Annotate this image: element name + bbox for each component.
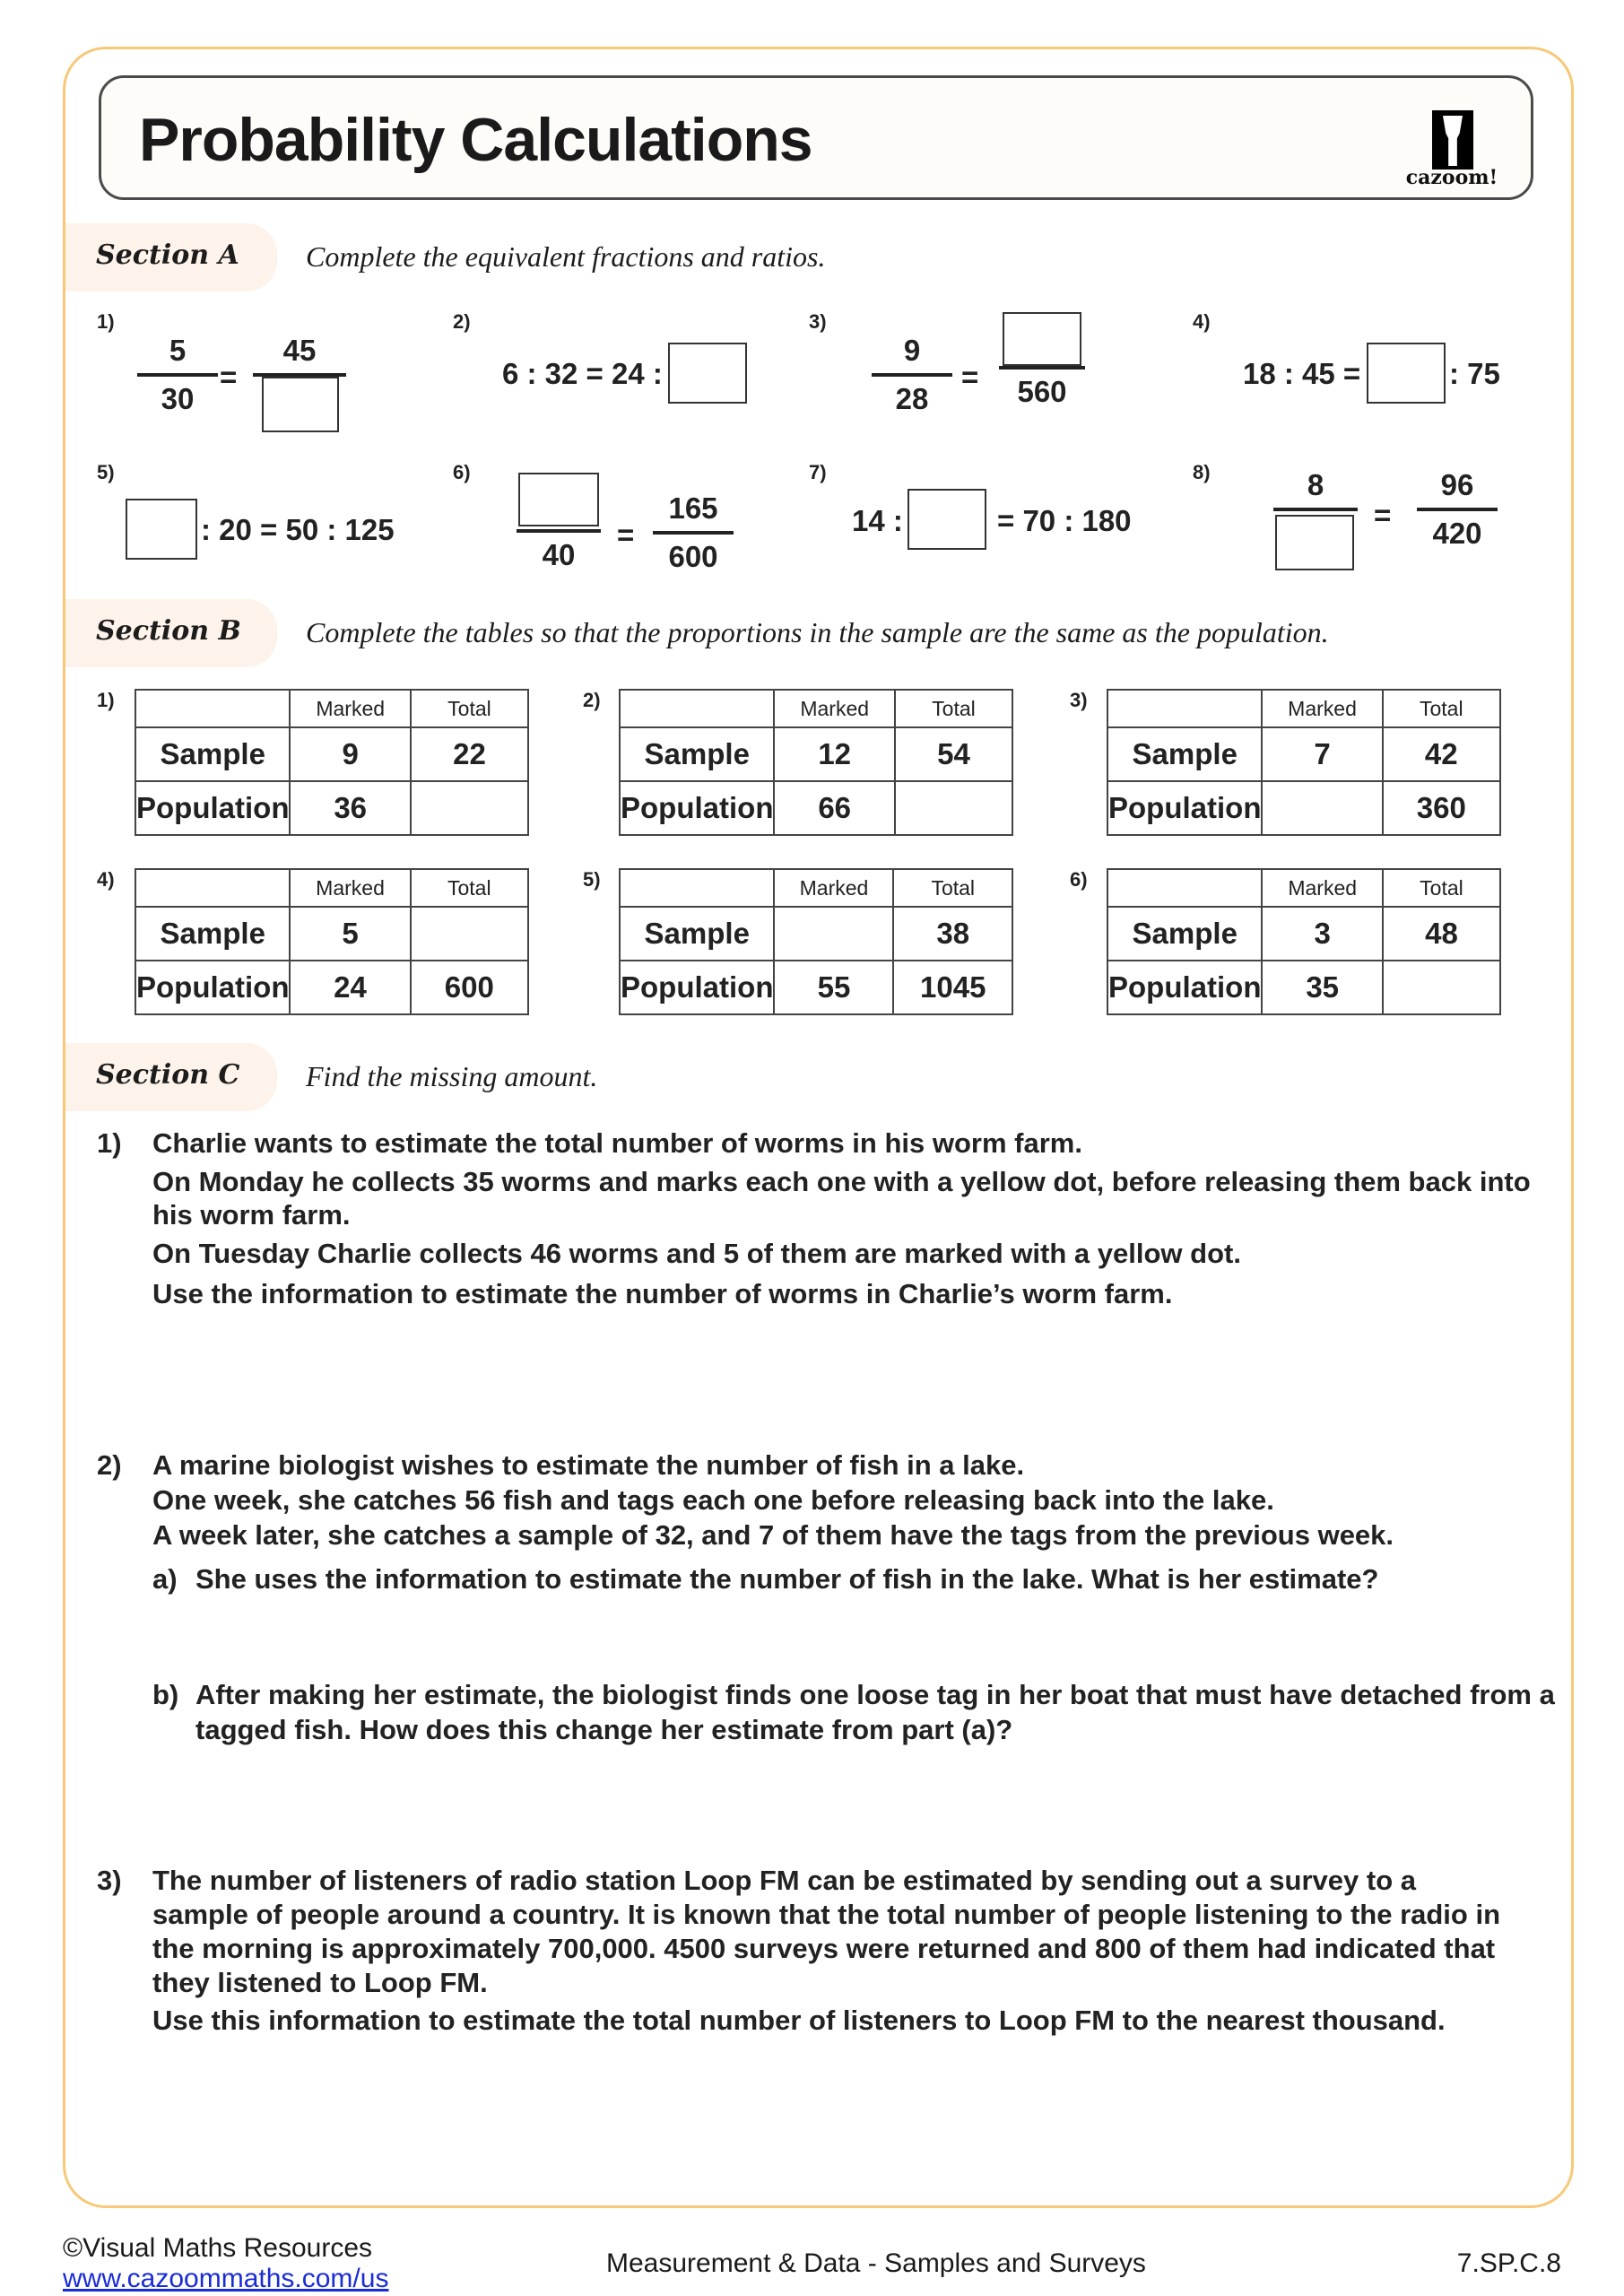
logo-text: cazoom!: [1405, 166, 1498, 189]
answer-box[interactable]: [262, 377, 339, 432]
answer-cell[interactable]: [774, 907, 893, 961]
footer-topic: Measurement & Data - Samples and Surveys: [606, 2248, 1146, 2278]
answer-cell[interactable]: [411, 781, 528, 835]
fraction-left: 5 30: [137, 334, 218, 416]
section-c-tab: [65, 1043, 277, 1111]
answer-box[interactable]: [908, 489, 986, 550]
section-a-label: Section A: [96, 239, 239, 271]
question-number: 8): [1193, 461, 1211, 483]
proportion-table: Marked Total Sample 9 22 Population 36: [135, 689, 529, 836]
title-banner: [99, 75, 1533, 200]
question-number: 6): [453, 461, 471, 483]
proportion-table: Marked Total Sample 7 42 Population 360: [1107, 689, 1501, 836]
question-number: 1): [97, 310, 115, 333]
cazoom-logo: [1398, 92, 1506, 189]
part-a: a) She uses the information to estimate the number of fish in the lake. What is her estimate?: [152, 1563, 1379, 1595]
question-number: 3): [809, 310, 827, 333]
table-number: 6): [1070, 868, 1088, 891]
proportion-table: Marked Total Sample 3 48 Population 35: [1107, 868, 1501, 1015]
website-link[interactable]: www.cazoommaths.com/us: [63, 2264, 389, 2293]
fraction-right: 560: [999, 366, 1085, 409]
section-a-instruction: Complete the equivalent fractions and ratios.: [306, 240, 826, 273]
page-title: Probability Calculations: [139, 106, 812, 174]
word-problem-1: 1) Charlie wants to estimate the total number of worms in his worm farm. On Monday he collects 35 worms and marks each one with a yellow dot, before releasing them back into his worm farm. On Tuesday Charlie collects 46 worms and 5 of them are marked with a yellow dot. Use the information to estimate the number of worms in Charlie’s worm farm.: [97, 1127, 1531, 1309]
answer-box[interactable]: [126, 499, 197, 560]
footer-copyright: ©Visual Maths Resources www.cazoommaths.com/us: [63, 2233, 389, 2293]
answer-box[interactable]: [1275, 515, 1354, 570]
ratio-expression: 14 :: [852, 504, 903, 537]
answer-box[interactable]: [1367, 343, 1446, 404]
answer-cell[interactable]: [1262, 781, 1382, 835]
cell: 9: [290, 727, 410, 781]
question-number: 5): [97, 461, 115, 483]
word-problem-2: 2) A marine biologist wishes to estimate the number of fish in a lake. One week, she catches 56 fish and tags each one before releasing back into the lake. A week later, she catches a sample of 32, and 7 of them have the tags from the previous week. a) She uses the information to estimate the number of fish in the lake. What is her estimate? b) After making her estimate, the biologist finds one loose tag in her boat that must have detached from a tagged fish. How does this change her estimate from part (a)?: [97, 1448, 1550, 1747]
section-a-tab: [65, 223, 277, 291]
cell: 3: [1262, 907, 1382, 961]
cell: 5: [290, 907, 410, 961]
cell: 38: [893, 907, 1012, 961]
ratio-expression: 18 : 45 =: [1243, 357, 1361, 390]
cell: 12: [774, 727, 894, 781]
section-b-instruction: Complete the tables so that the proportions in the sample are the same as the population.: [306, 616, 1329, 648]
fraction-right: 45: [253, 334, 346, 382]
part-b: b) After making her estimate, the biologist finds one loose tag in her boat that must have detached from a tagged fish. How does this change her estimate from part (a)?: [152, 1679, 1555, 1745]
fraction-left: 8: [1273, 468, 1358, 517]
ratio-expression: = 70 : 180: [997, 504, 1132, 537]
answer-cell[interactable]: [895, 781, 1012, 835]
cell: 36: [290, 781, 410, 835]
answer-box[interactable]: [1003, 312, 1081, 366]
djembe-drum-icon: [1432, 110, 1473, 170]
table-number: 5): [583, 868, 601, 891]
cell: 54: [895, 727, 1012, 781]
cell: 24: [290, 961, 410, 1014]
fraction-left: 9 28: [872, 334, 952, 416]
footer-standard: 7.SP.C.8: [1456, 2248, 1561, 2278]
ratio-expression: : 20 = 50 : 125: [201, 513, 395, 546]
fraction-right: 96 420: [1417, 468, 1498, 551]
fraction-left: 40: [517, 529, 601, 572]
fraction-right: 165 600: [653, 491, 734, 574]
cell: 35: [1262, 961, 1382, 1014]
cell: 7: [1262, 727, 1382, 781]
table-number: 1): [97, 689, 115, 711]
ratio-expression: 6 : 32 = 24 :: [502, 357, 663, 390]
table-number: 4): [97, 868, 115, 891]
table-number: 2): [583, 689, 601, 711]
cell: 42: [1383, 727, 1500, 781]
cell: 48: [1383, 907, 1500, 961]
cell: 22: [411, 727, 528, 781]
answer-box[interactable]: [668, 343, 747, 404]
word-problem-3: 3) The number of listeners of radio station Loop FM can be estimated by sending out a survey to a sample of people around a country. It is known that the total number of people listening to the radio in the morning is approximately 700,000. 4500 surveys were returned and 800 of them had indicated that they listened to Loop FM. Use this information to estimate the total number of listeners to Loop FM to the nearest thousand.: [97, 1865, 1501, 2036]
section-b-label: Section B: [96, 615, 241, 647]
section-b-tab: [65, 599, 277, 667]
section-c-instruction: Find the missing amount.: [306, 1060, 598, 1092]
ratio-expression: : 75: [1449, 357, 1500, 390]
cell: 55: [774, 961, 893, 1014]
cell: 360: [1383, 781, 1500, 835]
proportion-table: Marked Total Sample 38 Population 55 1045: [619, 868, 1013, 1015]
cell: 1045: [893, 961, 1012, 1014]
question-number: 7): [809, 461, 827, 483]
question-number: 2): [453, 310, 471, 333]
section-c-label: Section C: [96, 1059, 240, 1091]
answer-cell[interactable]: [411, 907, 528, 961]
table-number: 3): [1070, 689, 1088, 711]
answer-cell[interactable]: [1383, 961, 1500, 1014]
proportion-table: Marked Total Sample 5 Population 24 600: [135, 868, 529, 1015]
question-number: 4): [1193, 310, 1211, 333]
cell: 66: [774, 781, 894, 835]
cell: 600: [411, 961, 528, 1014]
proportion-table: Marked Total Sample 12 54 Population 66: [619, 689, 1013, 836]
answer-box[interactable]: [518, 473, 599, 526]
